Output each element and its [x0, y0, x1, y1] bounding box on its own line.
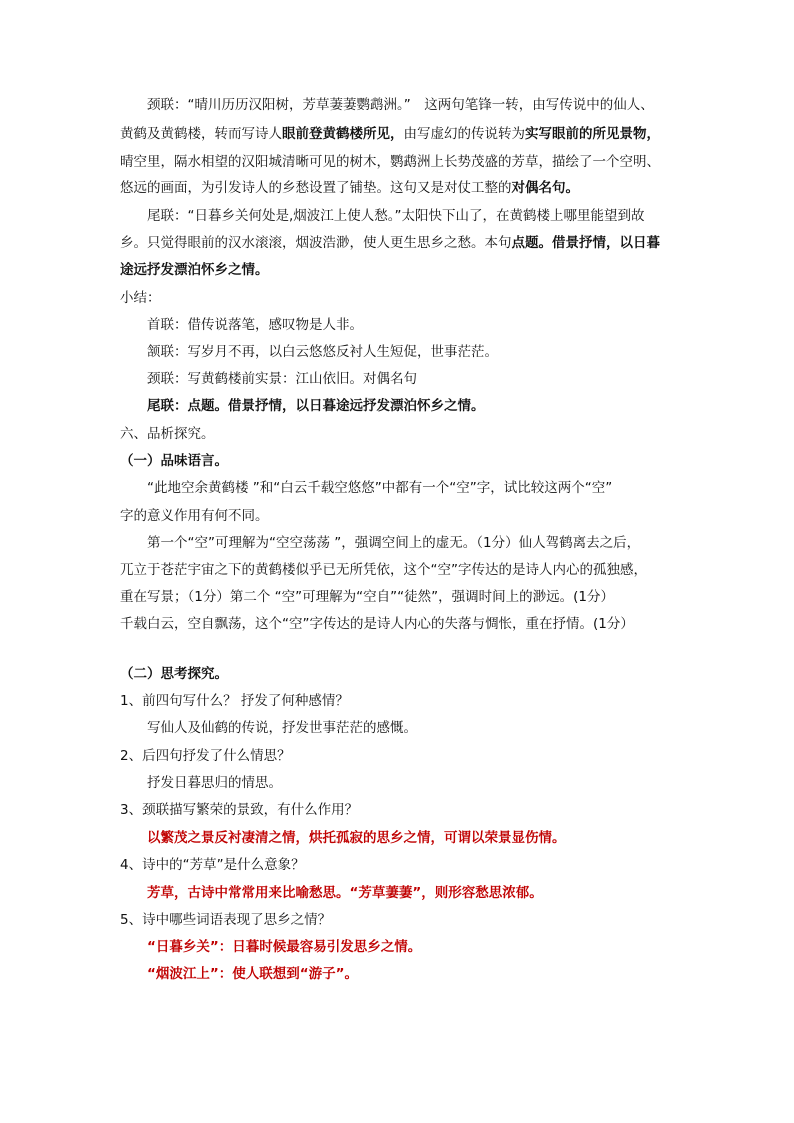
weilian-line-2: 乡。只觉得眼前的汉水滚滚，烟波浩渺，使人更生思乡之愁。本句点题。借景抒情，以日暮 — [120, 235, 660, 251]
summary-line: 首联：借传说落笔，感叹物是人非。 — [147, 317, 363, 333]
answer-item: “日暮乡关”：日暮时候最容易引发思乡之情。 — [147, 939, 422, 955]
summary-line: 尾联：点题。借景抒情，以日暮途远抒发漂泊怀乡之情。 — [147, 398, 485, 414]
section-heading: 六、品析探究。 — [120, 426, 215, 442]
question-item: 5、诗中哪些词语表现了思乡之情？ — [120, 912, 332, 928]
answer-item: 写仙人及仙鹤的传说，抒发世事茫茫的感慨。 — [147, 720, 417, 736]
question-item: 2、后四句抒发了什么情思？ — [120, 748, 291, 764]
summary-line: 颔联：写岁月不再，以白云悠悠反衬人生短促，世事茫茫。 — [147, 344, 498, 360]
question-item: 3、颈联描写繁荣的景致，有什么作用？ — [120, 802, 359, 818]
question-item: 4、诗中的“芳草”是什么意象？ — [120, 857, 305, 873]
answer-line: 千载白云，空自飘荡，这个“空”字传达的是诗人内心的失落与惆怅，重在抒情。(1分） — [120, 616, 634, 632]
jinglian-line-2: 黄鹤及黄鹤楼，转而写诗人眼前登黄鹤楼所见，由写虚幻的传说转为实写眼前的所见景物， — [120, 126, 660, 142]
summary-line: 颈联：写黄鹤楼前实景：江山依旧。对偶名句 — [147, 371, 417, 387]
question-line: 字的意义作用有何不同。 — [120, 508, 269, 524]
answer-line: 兀立于苍茫宇宙之下的黄鹤楼似乎已无所凭依，这个“空”字传达的是诗人内心的孤独感， — [120, 562, 647, 578]
answer-item: 抒发日暮思归的情思。 — [147, 775, 282, 791]
answer-item: 以繁茂之景反衬凄清之情，烘托孤寂的思乡之情，可谓以荣景显伤情。 — [147, 830, 566, 846]
subsection-heading-2: （二）思考探究。 — [120, 666, 228, 682]
answer-item: “烟波江上”：使人联想到“游子”。 — [147, 966, 358, 982]
summary-label: 小结： — [120, 290, 161, 306]
answer-line: 第一个“空”可理解为“空空荡荡 ”，强调空间上的虚无。（1分）仙人驾鹤离去之后， — [147, 535, 641, 551]
answer-item: 芳草，古诗中常常用来比喻愁思。“芳草萋萋”，则形容愁思浓郁。 — [147, 885, 543, 901]
weilian-line-3: 途远抒发漂泊怀乡之情。 — [120, 262, 269, 278]
jinglian-line-1: 颈联：“晴川历历汉阳树，芳草萋萋鹦鹉洲。” 这两句笔锋一转，由写传说中的仙人、 — [147, 97, 654, 113]
subsection-heading-1: （一）品味语言。 — [120, 453, 228, 469]
question-line: “此地空余黄鹤楼 ”和“白云千载空悠悠”中都有一个“空”字，试比较这两个“空” — [147, 480, 613, 496]
question-item: 1、前四句写什么？ 抒发了何种感情？ — [120, 693, 349, 709]
answer-line: 重在写景；（1分）第二个 “空”可理解为“空自”“徒然”，强调时间上的渺远。(1分） — [120, 589, 614, 605]
jinglian-line-3: 晴空里，隔水相望的汉阳城清晰可见的树木，鹦鹉洲上长势茂盛的芳草，描绘了一个空明、 — [120, 154, 660, 170]
weilian-line-1: 尾联：“日暮乡关何处是,烟波江上使人愁。”太阳快下山了，在黄鹤楼上哪里能望到故 — [147, 208, 645, 224]
jinglian-line-4: 悠远的画面，为引发诗人的乡愁设置了铺垫。这句又是对仗工整的对偶名句。 — [120, 180, 579, 196]
